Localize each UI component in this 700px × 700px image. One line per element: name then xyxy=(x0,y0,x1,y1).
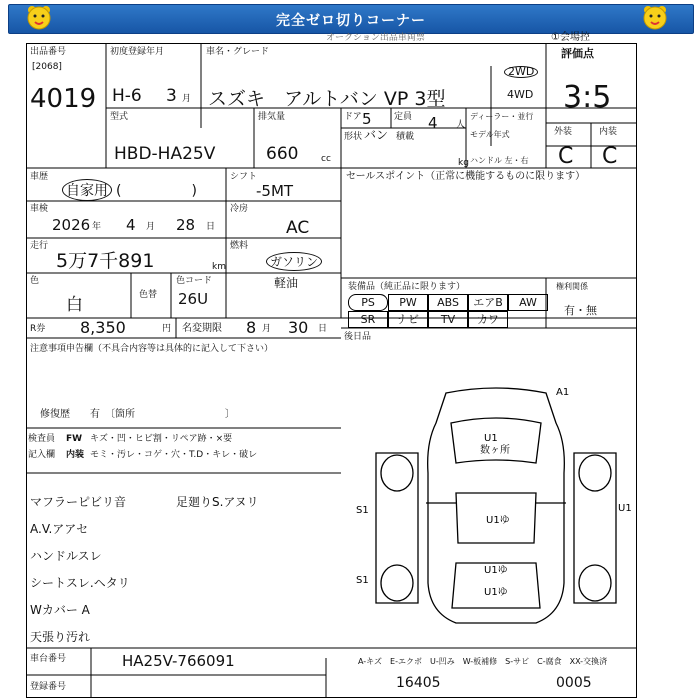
mark-u1-roof: U1ゆ xyxy=(486,515,510,526)
equipment-item: SR xyxy=(348,311,388,328)
mark-s1-left: S1 xyxy=(356,505,369,516)
price-label: R券 xyxy=(30,324,46,334)
history-label: 車歴 xyxy=(30,172,49,182)
name-change-month-unit: 月 xyxy=(262,324,272,334)
name-change-day-unit: 日 xyxy=(318,324,328,334)
fuel-label: 燃料 xyxy=(230,241,249,251)
drive-2wd: 2WD xyxy=(504,66,538,78)
equipment-item: ナビ xyxy=(388,311,428,328)
chassis-number: HA25V-766091 xyxy=(122,652,235,670)
mark-several: 数ヶ所 xyxy=(480,445,510,456)
shape-value: バン xyxy=(364,128,389,142)
model-year-label: モデル年式 xyxy=(470,130,510,139)
banner-title: 完全ゼロ切りコーナー xyxy=(276,13,426,29)
banner xyxy=(8,4,694,34)
mileage-label: 走行 xyxy=(30,241,49,251)
equipment-item: AW xyxy=(508,294,548,311)
equipment-label: 装備品（純正品に限ります） xyxy=(348,282,466,292)
handle-label: ハンドル 左・右 xyxy=(470,156,529,165)
car-name: スズキ アルトバン VP 3型 xyxy=(208,88,446,110)
model-code: HBD-HA25V xyxy=(114,144,216,164)
score-value: 3:5 xyxy=(563,80,612,115)
mark-a1: A1 xyxy=(556,387,570,398)
history-value: 自家用 xyxy=(62,179,112,201)
inspection-label: 車検 xyxy=(30,204,49,214)
color-code-value: 26U xyxy=(178,290,209,308)
mark-u1-right: U1 xyxy=(618,503,632,514)
doors-value: 5 xyxy=(362,110,372,128)
interior-grade: C xyxy=(602,144,618,169)
memo-line: シートスレ.ヘタリ xyxy=(30,576,130,590)
shape-label: 形状 xyxy=(344,132,363,142)
mascot-bear-icon xyxy=(640,4,670,30)
inspection-year: 2026 xyxy=(52,216,91,234)
score-label: 評価点 xyxy=(561,47,594,60)
first-reg-month: 3 xyxy=(166,86,177,106)
notes-label: 注意事項申告欄（不具合内容等は具体的に記入して下さい） xyxy=(30,344,274,354)
displacement-unit: cc xyxy=(321,154,331,164)
mark-u1: U1 xyxy=(484,433,498,444)
rights-label: 権利関係 xyxy=(556,282,588,291)
price-unit: 円 xyxy=(162,324,172,334)
inspection-month-unit: 月 xyxy=(146,222,156,232)
interior-label: 内装 xyxy=(599,127,618,137)
shift-value: -5MT xyxy=(256,182,294,200)
color-change-label: 色替 xyxy=(139,290,158,300)
exterior-label: 外装 xyxy=(554,127,573,137)
memo-line: ハンドルスレ xyxy=(30,549,102,563)
inspection-day: 28 xyxy=(176,216,196,234)
exterior-grade: C xyxy=(558,144,574,169)
sheet-subtitle: オークション出品車両票 xyxy=(326,33,425,43)
bottom-value-1: 16405 xyxy=(396,675,441,691)
lot-number: 4019 xyxy=(30,84,97,114)
copy-note: ①会場控 xyxy=(551,32,590,43)
fuel-gasoline: ガソリン xyxy=(266,252,322,271)
inspection-day-unit: 日 xyxy=(206,222,216,232)
ac-value: AC xyxy=(286,218,310,238)
displacement-value: 660 xyxy=(266,144,299,164)
inspector-fw-label: FW xyxy=(66,434,83,444)
loading-label: 積載 xyxy=(396,132,415,142)
lot-label: 出品番号 xyxy=(30,47,67,57)
mileage-value: 5万7千891 xyxy=(56,250,155,272)
history-paren: ( ) xyxy=(116,183,197,199)
registration-label: 登録番号 xyxy=(30,682,67,692)
mark-u1-rear: U1ゆ xyxy=(484,565,508,576)
name-change-day: 30 xyxy=(288,318,309,337)
doors-label: ドア xyxy=(344,112,362,122)
car-name-label: 車名・グレード xyxy=(206,47,270,57)
memo-line: A.V.アアセ xyxy=(30,522,89,536)
first-reg-month-unit: 月 xyxy=(182,94,192,104)
name-change-month: 8 xyxy=(246,318,257,337)
loading-unit: kg xyxy=(458,158,469,168)
inspector-entry-label: 記入欄 xyxy=(28,450,56,460)
first-reg-era: H-6 xyxy=(112,86,142,106)
inspection-year-unit: 年 xyxy=(92,222,102,232)
color-code-label: 色コード xyxy=(176,276,213,286)
shift-label: シフト xyxy=(230,172,258,182)
lot-sub: [2068] xyxy=(32,62,62,72)
memo-line: 天張り汚れ xyxy=(30,630,91,644)
inspector-label: 検査員 xyxy=(28,434,56,444)
seats-unit: 人 xyxy=(456,120,466,130)
repair-history: 修復歴 有 〔箇所 〕 xyxy=(40,409,235,420)
inspector-interior-label: 内装 xyxy=(66,450,85,460)
inspector-fw-row: キズ・凹・ヒビ割・リペア跡・×要 xyxy=(90,434,233,444)
memo-line: Wカバー A xyxy=(30,603,90,617)
mileage-unit: km xyxy=(212,262,226,272)
seats-label: 定員 xyxy=(394,112,413,122)
name-change-label: 名変期限 xyxy=(182,323,222,334)
equipment-item: TV xyxy=(428,311,468,328)
seats-value: 4 xyxy=(428,114,438,132)
mark-s1-rear: S1 xyxy=(356,575,369,586)
color-value: 白 xyxy=(66,295,83,315)
mascot-bear-icon xyxy=(24,4,54,30)
color-label: 色 xyxy=(30,276,40,286)
memo-right: 足廻りS.アヌリ xyxy=(176,495,259,509)
inspector-interior-row: モミ・汚レ・コゲ・穴・T.D・キレ・破レ xyxy=(90,450,258,460)
model-label: 型式 xyxy=(110,112,129,122)
car-damage-diagram xyxy=(356,383,636,633)
chassis-label: 車台番号 xyxy=(30,654,67,664)
fuel-diesel: 軽油 xyxy=(274,276,299,290)
equipment-item: PS xyxy=(348,294,388,311)
drive-4wd: 4WD xyxy=(507,88,534,101)
price-value: 8,350 xyxy=(80,318,126,337)
memo-line: マフラーピビリ音 xyxy=(30,495,127,509)
first-reg-label: 初度登録年月 xyxy=(110,47,165,57)
dealer-label: ディーラー・並行 xyxy=(470,112,534,121)
bottom-value-2: 0005 xyxy=(556,675,592,691)
equipment-item: カワ xyxy=(468,311,508,328)
ac-label: 冷房 xyxy=(230,204,249,214)
inspection-month: 4 xyxy=(126,216,136,234)
sales-point-label: セールスポイント（正常に機能するものに限ります） xyxy=(346,171,586,182)
damage-legend: A-キズ E-エクボ U-凹み W-板補修 S-サビ C-腐食 XX-交換済 xyxy=(358,657,608,666)
auction-sheet xyxy=(26,32,638,698)
mark-u1-back: U1ゆ xyxy=(484,587,508,598)
equipment-item: PW xyxy=(388,294,428,311)
equipment-item: ABS xyxy=(428,294,468,311)
equipment-item: エアB xyxy=(468,294,508,311)
rights-value: 有・無 xyxy=(564,304,597,317)
after-item-label: 後日品 xyxy=(344,332,372,342)
displacement-label: 排気量 xyxy=(258,112,286,122)
